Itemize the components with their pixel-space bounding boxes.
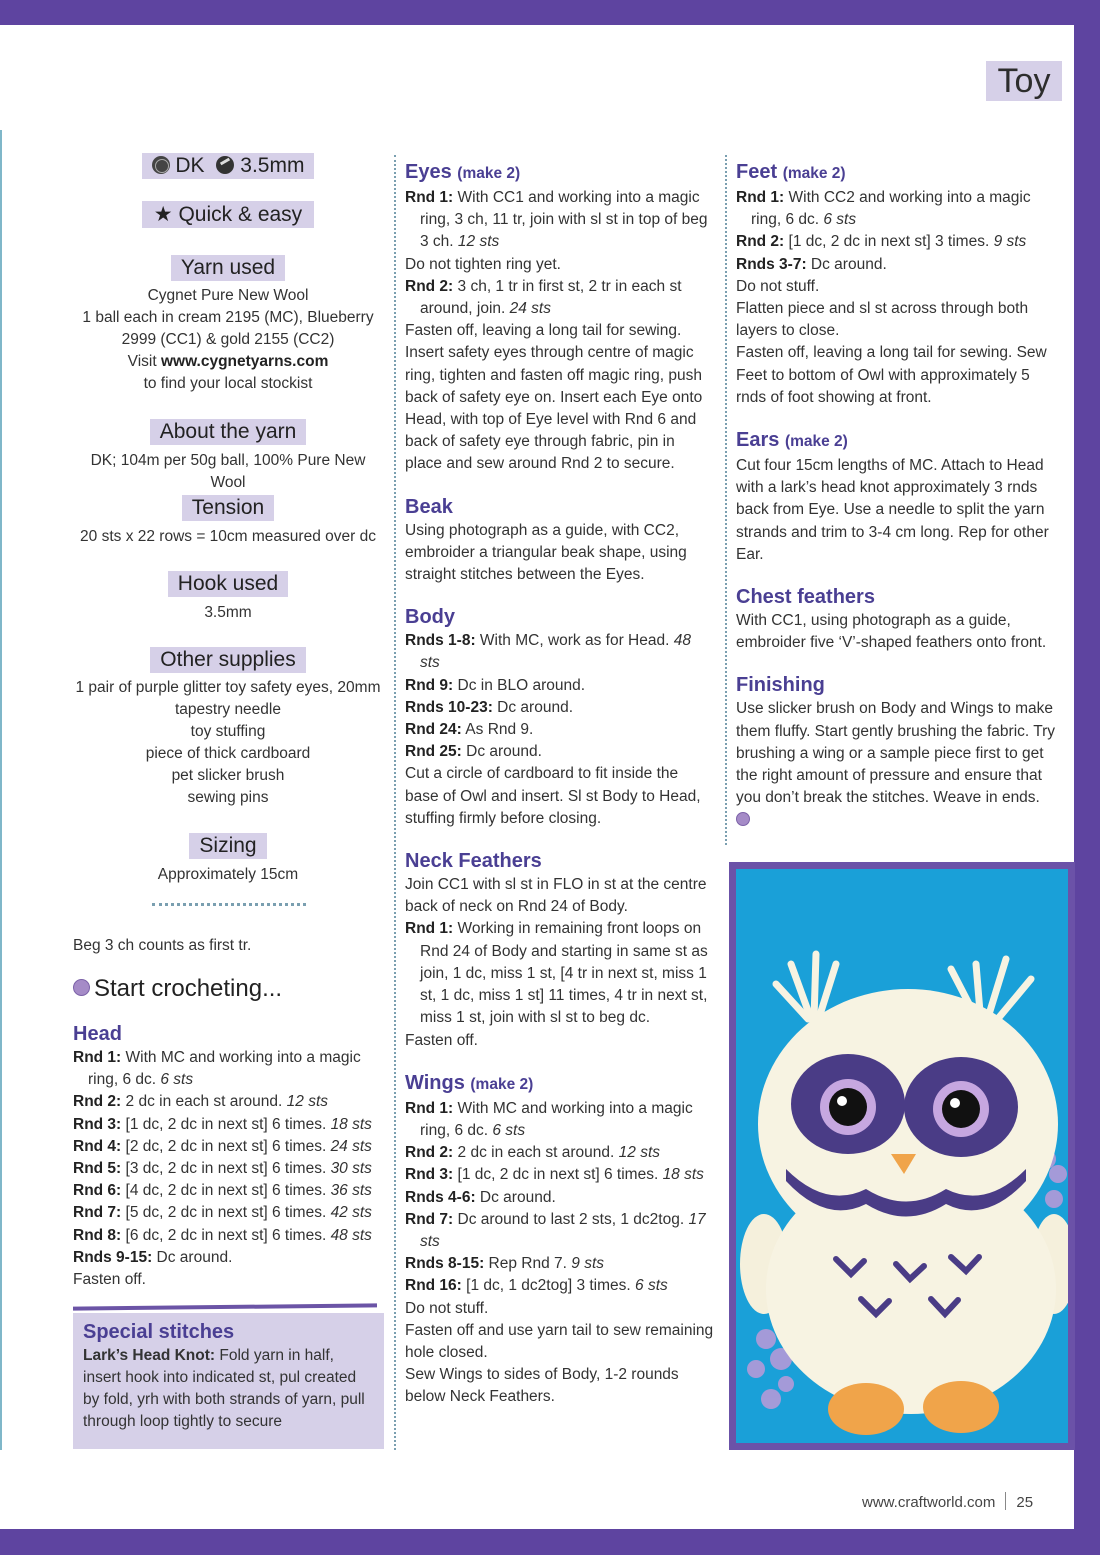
row-text: Rep Rnd 7. — [484, 1255, 572, 1273]
beak-heading: Beak — [405, 495, 453, 518]
row-text: [1 dc, 2 dc in next st] 3 times. — [784, 233, 994, 251]
supply-item: sewing pins — [187, 789, 269, 806]
wings-heading — [405, 1070, 715, 1098]
row-label: Rnd 2: — [73, 1093, 122, 1111]
row-count: 48 sts — [330, 1226, 372, 1244]
row-text: With MC and working into a magic ring, 6 dc. — [420, 1099, 693, 1139]
eyes-title: Eyes — [405, 161, 452, 183]
row-count: 42 sts — [330, 1204, 372, 1222]
row-label: Rnd 25: — [405, 743, 462, 761]
row-text: With MC and working into a magic ring, 6 dc. — [88, 1049, 361, 1089]
dotted-divider — [152, 903, 306, 906]
row-count: 9 sts — [993, 233, 1027, 251]
row-text: [2 dc, 2 dc in next st] 6 times. — [121, 1137, 331, 1155]
yarn-line: 2999 (CC1) & gold 2155 (CC2) — [121, 331, 335, 348]
owl-photo-frame — [729, 862, 1075, 1450]
special-stitch-text: Fold yarn in half, insert hook into indicated st, pul created by fold, yrh with both strands of yarn, pull through loop tightly to secure — [83, 1347, 365, 1430]
pattern-row — [405, 1209, 715, 1253]
star-icon: ★ — [153, 203, 173, 226]
yarn-used-heading: Yarn used — [171, 255, 285, 281]
hook-used-section — [73, 571, 383, 624]
page-frame-top — [0, 0, 1100, 25]
row-label: Rnd 1: — [736, 189, 785, 206]
eyes-sub: (make 2) — [457, 165, 521, 182]
pattern-row — [73, 1114, 385, 1136]
eyes-rnd-1 — [405, 187, 715, 254]
yarn-weight: DK — [175, 154, 205, 177]
row-label: Rnd 2: — [405, 1144, 454, 1162]
head-heading: Head — [73, 1023, 122, 1045]
eyes-rnd-2 — [405, 276, 715, 320]
pattern-row — [73, 1047, 385, 1091]
row-label: Rnd 1: — [405, 1099, 454, 1117]
pattern-row — [73, 1136, 385, 1158]
hook-size: 3.5mm — [240, 154, 305, 177]
row-label: Rnd 1: — [73, 1049, 122, 1066]
row-text: [1 dc, 2 dc in next st] 6 times. — [453, 1166, 663, 1184]
row-count: 12 sts — [286, 1093, 329, 1111]
neck-intro: Join CC1 with sl st in FLO in st at the centre back of neck on Rnd 24 of Body. — [405, 876, 707, 916]
pattern-row — [405, 675, 715, 697]
row-label: Rnd 1: — [405, 920, 454, 938]
supply-item: piece of thick cardboard — [145, 745, 311, 762]
neck-end: Fasten off. — [405, 1031, 478, 1049]
hook-used-text: 3.5mm — [204, 604, 252, 621]
yarn-line: 1 ball each in cream 2195 (MC), Blueberry — [82, 309, 374, 326]
neck-rnd-1 — [405, 918, 715, 1029]
head-end: Fasten off. — [73, 1271, 146, 1289]
row-count: 6 sts — [492, 1121, 526, 1139]
tension-text: 20 sts x 22 rows = 10cm measured over dc — [80, 528, 376, 545]
feet-sub: (make 2) — [782, 165, 846, 182]
footer-url[interactable]: www.craftworld.com — [862, 1494, 996, 1511]
row-text: [5 dc, 2 dc in next st] 6 times. — [121, 1204, 331, 1222]
row-text: [1 dc, 2 dc in next st] 6 times. — [121, 1115, 331, 1133]
head-section — [73, 1021, 385, 1291]
yarn-line: to find your local stockist — [143, 375, 313, 392]
hook-used-heading: Hook used — [168, 571, 288, 597]
row-label: Rnd 24: — [405, 721, 462, 739]
yarn-line: Cygnet Pure New Wool — [147, 287, 309, 304]
feet-rows — [736, 187, 1056, 276]
supply-item: toy stuffing — [190, 723, 266, 740]
wings-title: Wings — [405, 1071, 465, 1094]
beg-note: Beg 3 ch counts as first tr. — [73, 937, 252, 954]
pattern-row — [405, 1275, 715, 1297]
chest-text: With CC1, using photograph as a guide, embroider five ‘V’-shaped feathers onto front. — [736, 612, 1047, 652]
owl-photo — [736, 869, 1068, 1443]
pattern-row — [405, 1098, 715, 1142]
row-text: [6 dc, 2 dc in next st] 6 times. — [121, 1226, 331, 1244]
left-accent-line — [0, 130, 2, 1450]
wings-rows — [405, 1098, 715, 1298]
row-count: 9 sts — [571, 1255, 605, 1273]
right-column — [736, 159, 1056, 832]
wings-note: Do not stuff. — [405, 1299, 489, 1317]
row-count: 18 sts — [662, 1166, 704, 1184]
row-count: 30 sts — [330, 1160, 372, 1178]
pattern-row — [405, 1142, 715, 1164]
ears-title: Ears — [736, 429, 780, 452]
row-label: Rnd 4: — [73, 1137, 122, 1155]
footer-separator — [1005, 1492, 1006, 1510]
footer — [862, 1492, 1033, 1511]
row-label: Rnd 3: — [405, 1166, 454, 1184]
special-stitches-box — [73, 1313, 384, 1449]
row-count: 12 sts — [618, 1144, 661, 1162]
pattern-row — [405, 1164, 715, 1186]
body-heading: Body — [405, 606, 455, 629]
row-label: Rnds 1-8: — [405, 632, 476, 650]
row-label: Rnds 3-7: — [736, 255, 807, 273]
row-label: Rnd 5: — [73, 1160, 122, 1178]
wings-paragraph: Fasten off and use yarn tail to sew remaining hole closed. — [405, 1321, 714, 1361]
row-text: [3 dc, 2 dc in next st] 6 times. — [121, 1160, 331, 1178]
row-text: 2 dc in each st around. — [453, 1144, 619, 1162]
row-label: Rnd 16: — [405, 1277, 462, 1295]
row-label: Rnd 9: — [405, 676, 454, 694]
special-stitch-label: Lark’s Head Knot: — [83, 1347, 216, 1364]
row-label: Rnd 3: — [73, 1115, 122, 1133]
row-text: Dc around to last 2 sts, 1 dc2tog. — [453, 1210, 689, 1228]
pattern-row — [405, 697, 715, 719]
row-count: 17 sts — [420, 1210, 706, 1250]
yarn-ball-icon — [73, 979, 90, 996]
row-count: 6 sts — [635, 1277, 668, 1295]
other-supplies-section — [73, 647, 383, 809]
row-label: Rnd 2: — [736, 233, 785, 251]
row-count: 24 sts — [509, 300, 551, 318]
supply-item: tapestry needle — [175, 701, 281, 718]
pattern-row — [405, 630, 715, 674]
row-text: Working in remaining front loops on Rnd 24 of Body and starting in same st as join, 1 dc, miss 1 st, [4 tr in next st, miss 1 st, 1 dc, miss 1 st] 11 times, 4 tr in next st, miss 1 st, join with sl st to beg dc. — [420, 920, 708, 1027]
column-divider — [394, 155, 396, 1450]
row-label: Rnds 4-6: — [405, 1188, 476, 1206]
pattern-row — [736, 254, 1056, 276]
pattern-row — [73, 1247, 385, 1269]
pattern-row — [405, 1187, 715, 1209]
feet-heading — [736, 159, 1056, 187]
page-number: 25 — [1016, 1494, 1034, 1511]
row-label: Rnds 8-15: — [405, 1255, 485, 1273]
tension-section — [73, 495, 383, 548]
start-title-text: Start crocheting... — [94, 975, 283, 1002]
yarn-ball-icon — [736, 812, 750, 826]
row-text: 2 dc in each st around. — [121, 1093, 287, 1111]
row-label: Rnd 7: — [73, 1204, 122, 1222]
finishing-text — [736, 698, 1056, 831]
other-supplies-heading: Other supplies — [150, 647, 305, 673]
tension-heading: Tension — [182, 495, 274, 521]
row-label: Rnds 9-15: — [73, 1248, 153, 1266]
row-count: 18 sts — [330, 1115, 372, 1133]
finishing-heading: Finishing — [736, 674, 825, 697]
row-count: 48 sts — [420, 632, 691, 672]
chest-heading: Chest feathers — [736, 586, 875, 609]
feet-paragraph: Flatten piece and sl st across through both layers to close. — [736, 300, 1029, 340]
row-text: [4 dc, 2 dc in next st] 6 times. — [121, 1182, 331, 1200]
ears-text: Cut four 15cm lengths of MC. Attach to Head with a lark’s head knot approximately 3 rnds back from Eye. Use a needle to split the yarn strands and trim to 3-4 cm long. Rep for other Ear. — [736, 457, 1049, 563]
about-yarn-heading: About the yarn — [150, 419, 307, 445]
row-text: Dc around. — [475, 1188, 556, 1206]
row-text: 3 ch, 1 tr in first st, 2 tr in each st around, join. — [420, 277, 682, 318]
yarn-visit-text: Visit — [127, 353, 161, 370]
yarn-website-link[interactable]: www.cygnetyarns.com — [160, 353, 329, 370]
feet-title: Feet — [736, 161, 778, 183]
feet-note: Do not stuff. — [736, 277, 820, 295]
page-frame-right — [1074, 0, 1100, 1555]
row-label: Rnd 7: — [405, 1210, 454, 1228]
middle-column — [405, 159, 715, 1409]
pattern-row — [73, 1225, 385, 1247]
eyes-note: Do not tighten ring yet. — [405, 255, 561, 273]
ears-sub: (make 2) — [784, 433, 848, 451]
column-divider — [725, 155, 727, 845]
row-text: Dc around. — [492, 698, 574, 716]
start-crocheting-heading — [73, 975, 282, 1003]
eyes-paragraph: Fasten off, leaving a long tail for sewing. Insert safety eyes through centre of magic ring, tighten and fasten off magic ring, push back of safety eye on. Insert each Eye onto Head, with top of Eye level with Rnd 6 and back of safety eye through fabric, pin in place and sew around Rnd 2 to secure. — [405, 322, 703, 473]
head-rows — [73, 1047, 385, 1269]
neck-heading: Neck Feathers — [405, 850, 542, 873]
hook-icon — [216, 156, 234, 174]
supply-item: 1 pair of purple glitter toy safety eyes, 20mm — [75, 679, 381, 696]
yarn-weight-hook-badge — [73, 153, 383, 179]
pattern-row — [73, 1202, 385, 1224]
ears-heading — [736, 427, 1056, 455]
row-count: 36 sts — [330, 1182, 372, 1200]
row-label: Rnds 10-23: — [405, 698, 493, 716]
row-count: 6 sts — [160, 1071, 194, 1089]
about-yarn-text: DK; 104m per 50g ball, 100% Pure New Wool — [90, 452, 366, 491]
row-label: Rnd 6: — [73, 1182, 122, 1200]
pattern-row — [405, 741, 715, 763]
row-text: As Rnd 9. — [461, 721, 534, 739]
page-frame-bottom — [0, 1529, 1100, 1555]
row-count: 12 sts — [457, 233, 500, 251]
yarn-used-section — [73, 255, 383, 395]
finishing-body: Use slicker brush on Body and Wings to make them fluffy. Start gently brushing the fabric. Try brushing a wing or a sample piece first to get the right amount of pressure and ensure that you don’t break the stitches. Weave in ends. — [736, 700, 1056, 807]
pattern-row — [73, 1180, 385, 1202]
row-label: Rnd 1: — [405, 189, 454, 206]
row-text: With MC, work as for Head. — [475, 632, 674, 650]
wings-sub: (make 2) — [470, 1075, 534, 1093]
sizing-heading: Sizing — [189, 833, 266, 859]
feet-paragraph-2: Fasten off, leaving a long tail for sewing. Sew Feet to bottom of Owl with approximately 5 rnds of foot showing at front. — [736, 344, 1047, 406]
row-text: [1 dc, 1 dc2tog] 3 times. — [461, 1277, 636, 1295]
row-text: Dc in BLO around. — [453, 676, 586, 694]
row-text: Dc around. — [806, 255, 887, 273]
body-paragraph: Cut a circle of cardboard to fit inside the base of Owl and insert. Sl st Body to Head, stuffing firmly before closing. — [405, 765, 701, 827]
about-yarn-section — [73, 419, 383, 494]
row-label: Rnd 8: — [73, 1226, 122, 1244]
supply-item: pet slicker brush — [171, 767, 285, 784]
pattern-row — [736, 187, 1056, 231]
yarn-ball-icon — [152, 156, 170, 174]
section-tag: Toy — [986, 61, 1062, 101]
wings-paragraph-2: Sew Wings to sides of Body, 1-2 rounds below Neck Feathers. — [405, 1366, 679, 1406]
row-text: Dc around. — [461, 743, 542, 761]
pattern-row — [736, 231, 1056, 253]
row-label: Rnd 2: — [405, 277, 454, 295]
pattern-row — [73, 1158, 385, 1180]
body-rows — [405, 630, 715, 763]
row-text: With CC1 and working into a magic ring, 3 ch, 11 tr, join with sl st in top of beg 3 ch. — [420, 189, 708, 251]
sizing-text: Approximately 15cm — [157, 866, 299, 883]
sizing-section — [73, 833, 383, 886]
eyes-heading — [405, 159, 715, 187]
difficulty-label: Quick & easy — [178, 203, 303, 226]
pattern-row — [405, 1253, 715, 1275]
pattern-row — [73, 1091, 385, 1113]
pattern-row — [405, 719, 715, 741]
row-text: Dc around. — [152, 1248, 233, 1266]
beak-text: Using photograph as a guide, with CC2, embroider a triangular beak shape, using straight stitches between the Eyes. — [405, 521, 687, 584]
row-count: 6 sts — [823, 211, 857, 229]
row-text: With CC2 and working into a magic ring, 6 dc. — [751, 189, 1031, 229]
special-stitches-heading: Special stitches — [83, 1321, 235, 1343]
row-count: 24 sts — [330, 1137, 372, 1155]
difficulty-badge — [73, 201, 383, 228]
